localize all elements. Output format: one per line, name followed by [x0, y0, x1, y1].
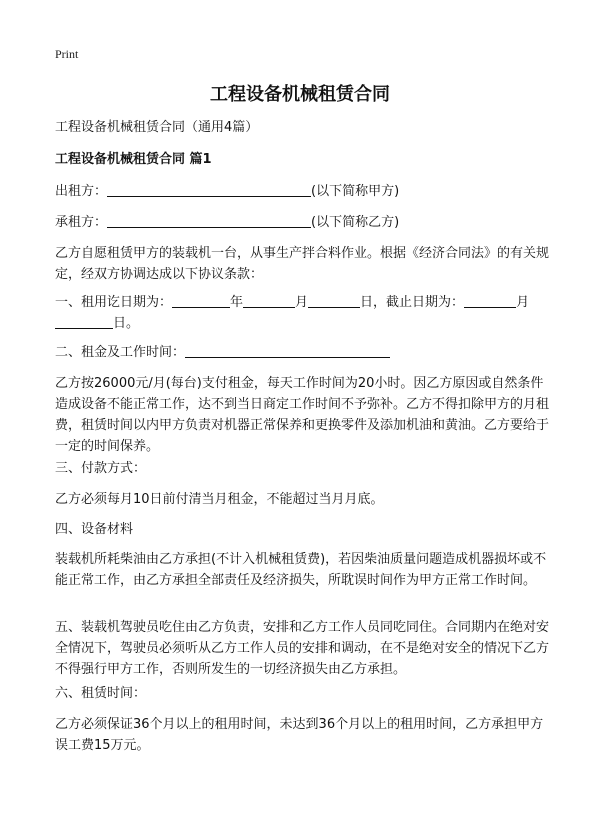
lessee-line [55, 213, 550, 233]
print-link[interactable]: Print [55, 47, 79, 61]
lessor-line [55, 182, 550, 202]
clause-2-label: 二、租金及工作时间： [55, 345, 186, 360]
clause-3-text: 乙方必须每月10日前付清当月租金，不能超过当月月底。 [55, 492, 384, 507]
clause-1-day: 日。 [113, 316, 140, 331]
end-day-blank [55, 314, 113, 329]
clause-1-day-end: 日，截止日期为： [360, 295, 465, 310]
lessor-label: 出租方： [55, 184, 108, 199]
start-day-blank [308, 293, 360, 308]
clause-1-year: 年 [230, 295, 244, 310]
clause-2-text: 乙方按26000元/月(每台)支付租金，每天工作时间为20小时。因乙方原因或自然条件造成设备不能正常工作，达不到当日商定工作时间不予弥补。乙方不得扣除甲方的月租费，租赁时间以内甲方负责对机器正常保养和更换零件及添加机油和黄油。乙方要给于一定的时间保养。 [55, 376, 550, 454]
clause-4-heading: 四、设备材料 [55, 522, 134, 537]
lessor-suffix: (以下简称甲方) [311, 184, 400, 199]
clause-6-heading: 六、租赁时间： [55, 686, 147, 701]
clause-5-text: 五、装载机驾驶员吃住由乙方负责，安排和乙方工作人员同吃同住。合同期内在绝对安全情况下，驾驶员必须听从乙方工作人员的安排和调动，在不是绝对安全的情况下乙方不得强行甲方工作，否则所发生的一切经济损失由乙方承担。 [55, 620, 550, 677]
clause-1-prefix: 一、租用讫日期为： [55, 295, 173, 310]
start-month-blank [243, 293, 295, 308]
lessor-blank [107, 182, 311, 197]
start-year-blank [172, 293, 230, 308]
end-year-blank [464, 293, 516, 308]
intro-paragraph: 乙方自愿租赁甲方的装载机一台，从事生产拌合料作业。根据《经济合同法》的有关规定，经双方协调达成以下协议条款： [55, 246, 550, 282]
clause-3-heading: 三、付款方式： [55, 461, 147, 476]
lessee-suffix: (以下简称乙方) [311, 215, 400, 230]
document-subtitle: 工程设备机械租赁合同（通用4篇） [55, 120, 259, 135]
clause-4-text: 装载机所耗柴油由乙方承担(不计入机械租赁费)，若因柴油质量问题造成机器损坏或不能正常工作，由乙方承担全部责任及经济损失，所耽误时间作为甲方正常工作时间。 [55, 552, 547, 588]
clause-1-month-2: 月 [516, 295, 530, 310]
clause-1-month: 月 [295, 295, 309, 310]
rent-blank [185, 343, 390, 358]
clause-2-heading [55, 343, 550, 363]
clause-6-text: 乙方必须保证36个月以上的租用时间，未达到36个月以上的租用时间，乙方承担甲方误工费15万元。 [55, 717, 544, 753]
lessee-blank [107, 213, 311, 228]
clause-1 [55, 292, 550, 334]
document-title: 工程设备机械租赁合同 [210, 84, 390, 105]
lessee-label: 承租方： [55, 215, 108, 230]
section-heading: 工程设备机械租赁合同 篇1 [55, 152, 212, 167]
